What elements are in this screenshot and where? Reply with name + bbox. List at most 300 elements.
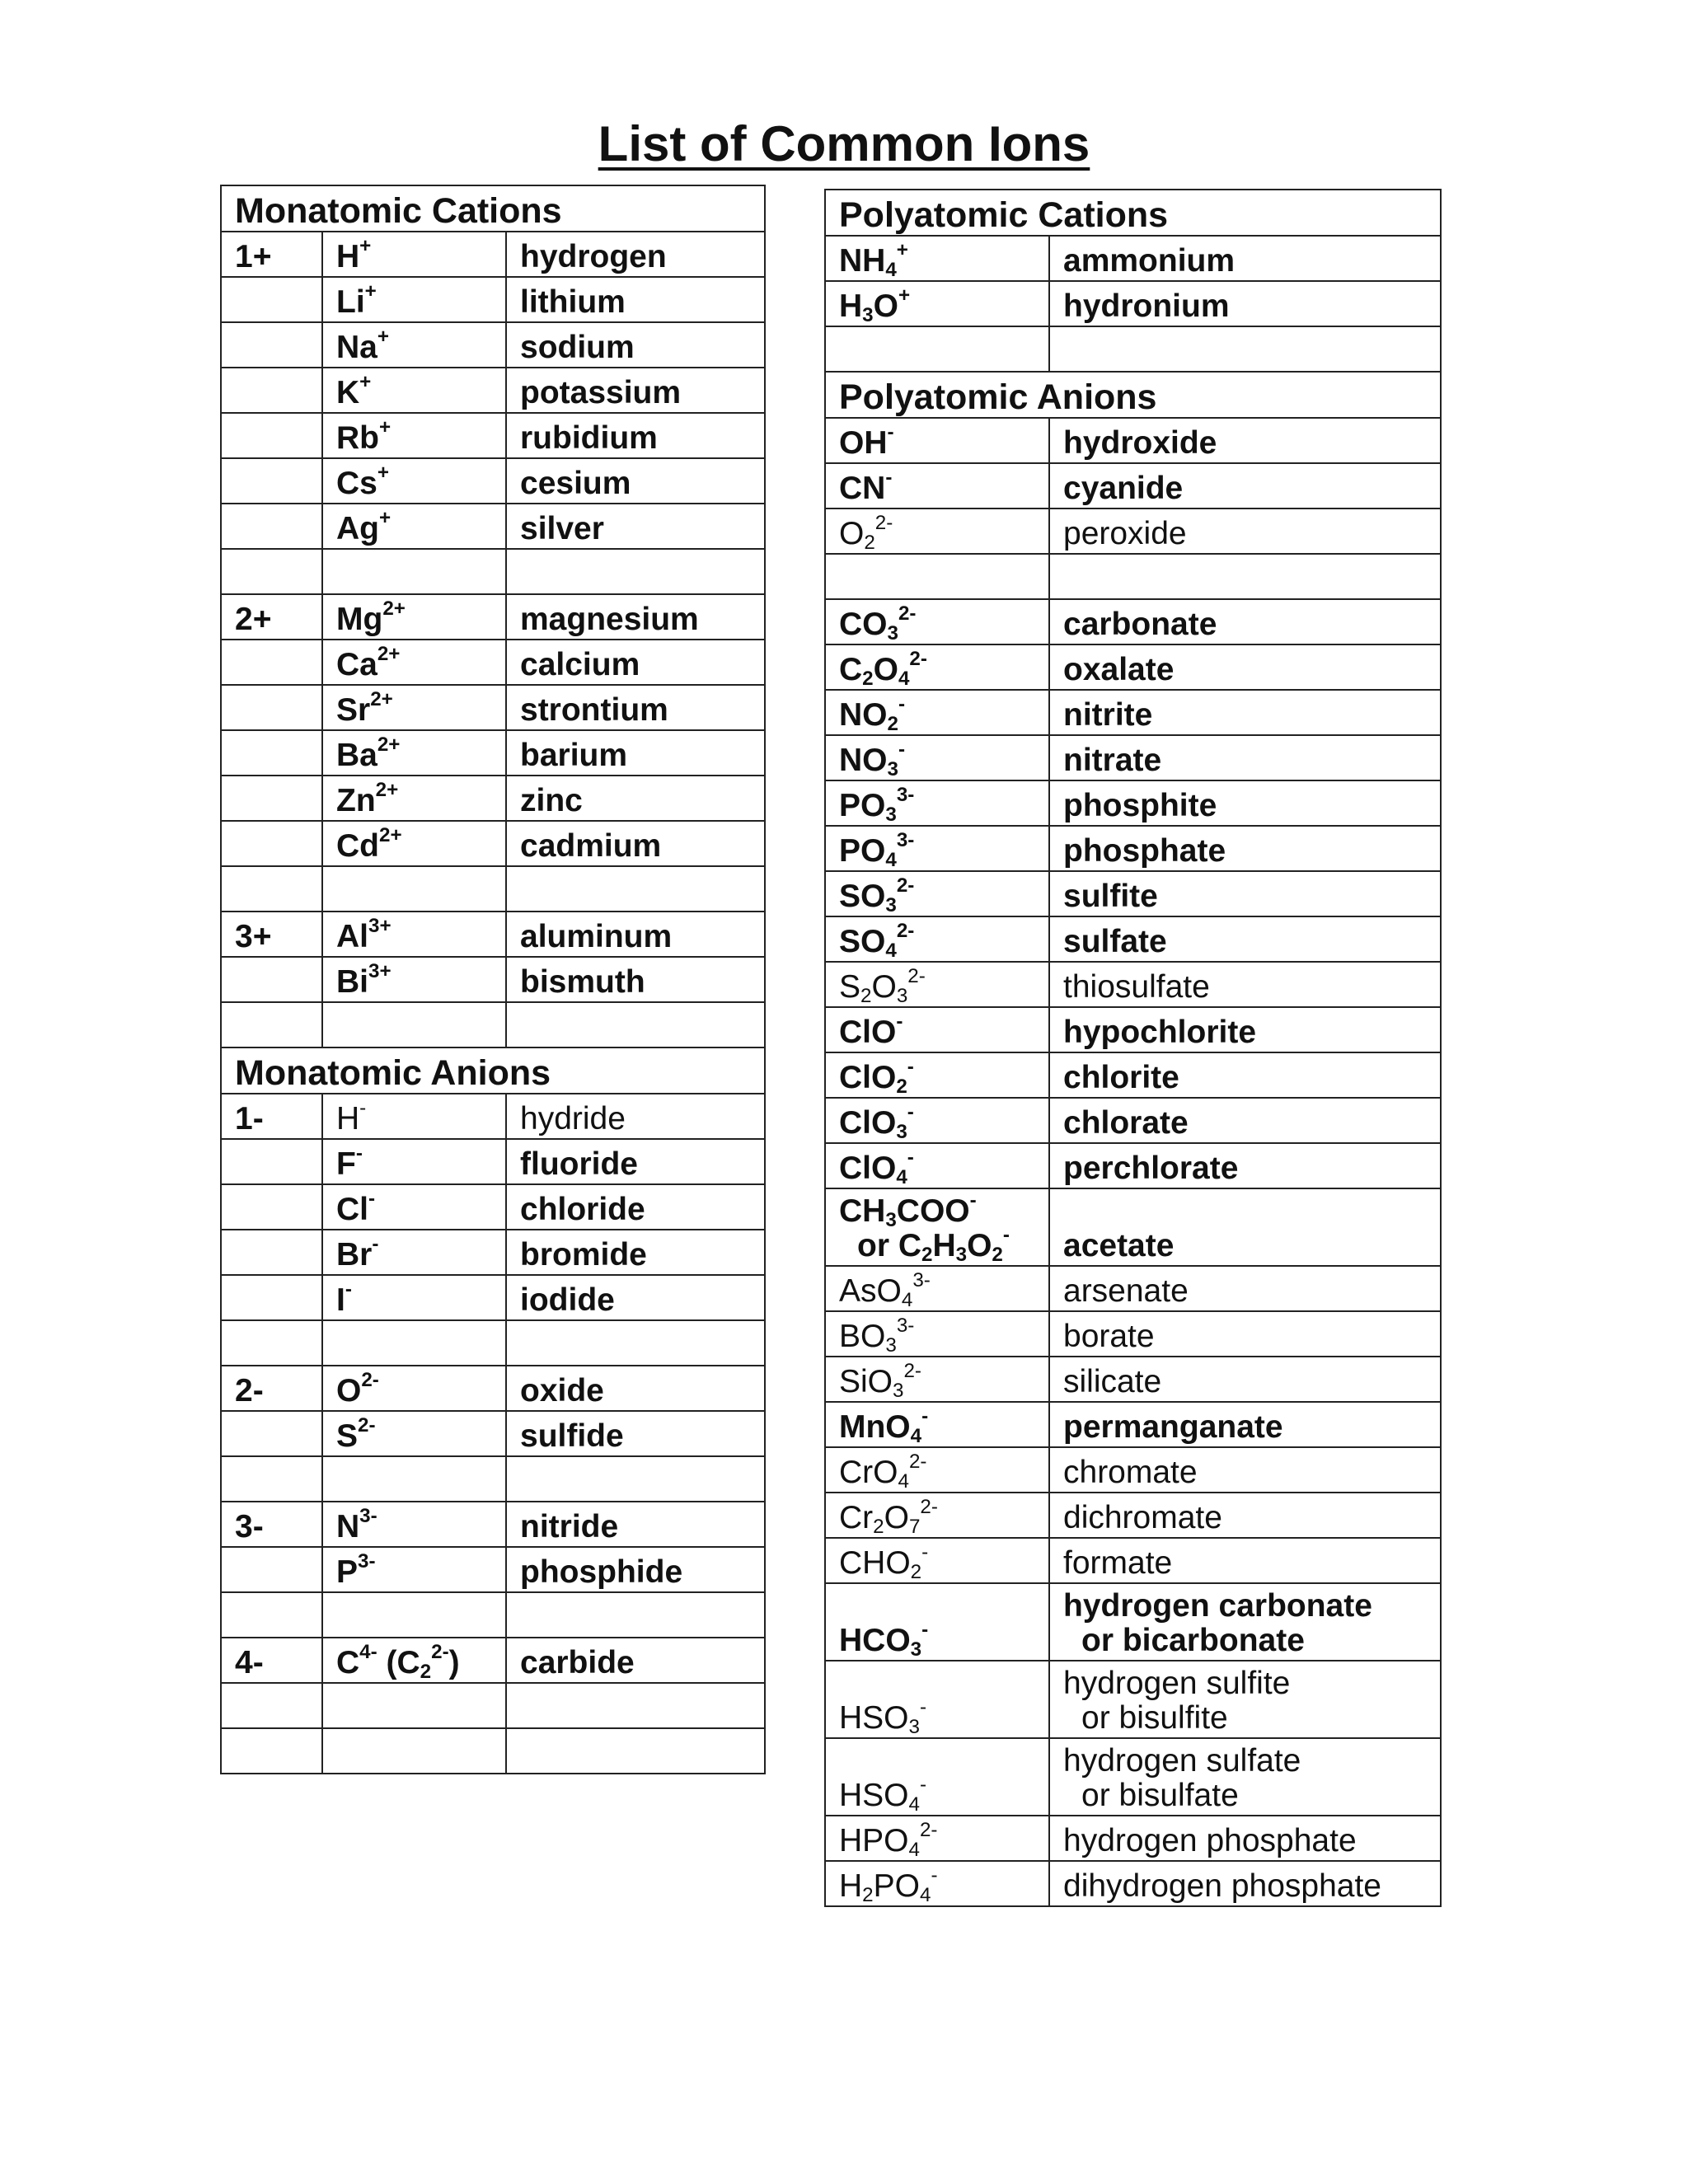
ion-symbol: H+ [322, 232, 506, 277]
ion-name: permanganate [1049, 1402, 1441, 1447]
charge-superscript: 2+ [375, 778, 399, 801]
ion-formula: SiO$_3^{2-}$ [825, 1357, 1049, 1402]
ion-row [221, 1230, 765, 1275]
charge-superscript: - [885, 466, 893, 489]
ion-name [1049, 1661, 1441, 1738]
subscript: 4 [896, 1166, 907, 1188]
charge-superscript: - [931, 1863, 938, 1886]
ion-name: nitrite [1049, 690, 1441, 735]
charge-cell [221, 1547, 322, 1592]
blank-cell [322, 1320, 506, 1366]
charge-superscript: - [921, 1618, 929, 1641]
ion-row [825, 690, 1441, 735]
blank-cell [506, 549, 765, 594]
subscript: 3 [896, 1121, 907, 1143]
ion-formula: $O_2^{2-}$ [825, 509, 1049, 554]
ion-name: aluminum [506, 912, 765, 957]
ion-formula: $HPO_4^{2-}$ [825, 1816, 1049, 1861]
charge-cell: 2+ [221, 594, 322, 640]
ion-row [825, 1143, 1441, 1188]
name-line-alt: or bisulfite [1081, 1700, 1228, 1736]
charge-cell [221, 458, 322, 504]
blank-cell [322, 1728, 506, 1774]
monatomic-ions-table [220, 185, 766, 1774]
charge-superscript: 4- [359, 1640, 377, 1663]
ion-symbol: Cs+ [322, 458, 506, 504]
blank-cell [221, 549, 322, 594]
ion-row [825, 236, 1441, 281]
ion-symbol: $C^{4-}$ $(C_2^{2-})$ [322, 1638, 506, 1683]
page-title: List of Common Ions [598, 116, 1090, 171]
ion-name: sodium [506, 322, 765, 368]
subscript: 2 [992, 1244, 1003, 1266]
ion-name: iodide [506, 1275, 765, 1320]
section-row [825, 190, 1441, 236]
ion-formula: MnO$_4$- [825, 1402, 1049, 1447]
section-heading: Polyatomic Anions [825, 372, 1441, 418]
ion-name: cadmium [506, 821, 765, 866]
ion-formula: $H_2PO_4^-$ [825, 1861, 1049, 1906]
ion-formula: ClO$_3$- [825, 1098, 1049, 1143]
name-line: hydrogen carbonate [1063, 1588, 1372, 1624]
charge-superscript: 2- [431, 1640, 449, 1663]
charge-cell [221, 685, 322, 730]
ion-formula: $PO_3^{3-}$ [825, 780, 1049, 826]
ion-name: peroxide [1049, 509, 1441, 554]
blank-cell [322, 1002, 506, 1047]
formula-line-alt: or $C_2H_3O_2^-$ [857, 1223, 1010, 1266]
subscript: 2 [921, 1244, 933, 1266]
ion-row [825, 1538, 1441, 1583]
ion-name: hydrogen phosphate [1049, 1816, 1441, 1861]
charge-cell: 3+ [221, 912, 322, 957]
ion-name: lithium [506, 277, 765, 322]
ion-formula: $HSO_3^-$ [825, 1661, 1049, 1738]
charge-superscript: 2+ [379, 823, 402, 846]
ion-row [221, 821, 765, 866]
charge-superscript: - [919, 1773, 927, 1796]
blank-cell [825, 554, 1049, 599]
ion-row [221, 640, 765, 685]
subscript: 4 [885, 259, 897, 281]
ion-symbol: $Cd^{2+}$ [322, 821, 506, 866]
ion-name: bismuth [506, 957, 765, 1002]
ion-symbol: $Bi^{3+}$ [322, 957, 506, 1002]
charge-superscript: - [907, 1100, 914, 1123]
ion-row [221, 1275, 765, 1320]
ion-row [221, 685, 765, 730]
ion-row [825, 509, 1441, 554]
charge-superscript: + [379, 415, 392, 438]
charge-superscript: - [907, 1146, 914, 1169]
subscript: 2 [910, 1561, 922, 1583]
subscript: 3 [908, 1716, 920, 1738]
charge-superscript: - [921, 1540, 929, 1563]
ion-row [221, 1184, 765, 1230]
ion-row [825, 1583, 1441, 1661]
charge-superscript: - [898, 692, 906, 715]
charge-superscript: - [1002, 1223, 1010, 1246]
ion-formula: CN- [825, 463, 1049, 509]
ion-row [221, 504, 765, 549]
blank-cell [221, 1683, 322, 1728]
charge-cell [221, 1275, 322, 1320]
subscript: 3 [885, 894, 897, 916]
blank-cell [221, 1002, 322, 1047]
blank-cell [506, 1320, 765, 1366]
ion-formula: $NH_4^+$ [825, 236, 1049, 281]
ion-row [221, 1547, 765, 1592]
blank-row [221, 1320, 765, 1366]
charge-superscript: 2+ [382, 597, 406, 620]
charge-superscript: + [359, 234, 372, 257]
ion-row [825, 826, 1441, 871]
charge-cell [221, 1139, 322, 1184]
ion-symbol: $P^{3-}$ [322, 1547, 506, 1592]
charge-cell [221, 730, 322, 776]
blank-cell [221, 1728, 322, 1774]
ion-name: hypochlorite [1049, 1007, 1441, 1052]
ion-symbol: $Zn^{2+}$ [322, 776, 506, 821]
blank-cell [221, 866, 322, 912]
ion-row [221, 1502, 765, 1547]
charge-cell [221, 368, 322, 413]
charge-superscript: - [907, 1055, 914, 1078]
ion-formula: $SO_3^{2-}$ [825, 871, 1049, 916]
ion-row [221, 1411, 765, 1456]
charge-superscript: - [359, 1096, 367, 1119]
charge-cell [221, 821, 322, 866]
ion-name: perchlorate [1049, 1143, 1441, 1188]
ion-symbol: H- [322, 1094, 506, 1139]
formula-line: $CH_3COO^-$ [839, 1188, 977, 1232]
ion-formula: CrO$_4^{2-}$ [825, 1447, 1049, 1493]
ion-row [825, 281, 1441, 326]
ion-row [825, 463, 1441, 509]
ion-formula: $SO_4^{2-}$ [825, 916, 1049, 962]
ion-formula: OH- [825, 418, 1049, 463]
ion-name: hydroxide [1049, 418, 1441, 463]
ion-row [825, 1311, 1441, 1357]
ion-row [221, 1139, 765, 1184]
charge-superscript: - [896, 1010, 903, 1033]
ion-formula: $H_3O^+$ [825, 281, 1049, 326]
blank-row [221, 549, 765, 594]
ion-name: hydronium [1049, 281, 1441, 326]
ion-symbol: Ag+ [322, 504, 506, 549]
subscript: 3 [887, 758, 898, 780]
charge-superscript: + [896, 238, 908, 261]
ion-name: rubidium [506, 413, 765, 458]
subscript: 2 [873, 1516, 884, 1538]
ion-symbol: Br- [322, 1230, 506, 1275]
charge-superscript: 3- [912, 1268, 931, 1291]
ion-row [825, 418, 1441, 463]
blank-cell [1049, 554, 1441, 599]
name-line: hydrogen sulfite [1063, 1666, 1291, 1701]
subscript: 3 [885, 804, 897, 826]
ion-name: potassium [506, 368, 765, 413]
charge-superscript: 2- [361, 1368, 379, 1391]
ion-row [221, 368, 765, 413]
ion-row [221, 1366, 765, 1411]
ion-name: acetate [1049, 1188, 1441, 1266]
ion-name: calcium [506, 640, 765, 685]
ion-formula: $HCO_3^-$ [825, 1583, 1049, 1661]
subscript: 2 [862, 1884, 874, 1906]
ion-row [825, 1661, 1441, 1738]
ion-row [825, 1188, 1441, 1266]
ion-name: carbonate [1049, 599, 1441, 644]
charge-cell [221, 413, 322, 458]
subscript: 2 [896, 1076, 907, 1098]
ion-row [221, 458, 765, 504]
ion-name: nitride [506, 1502, 765, 1547]
subscript: 2 [860, 985, 872, 1007]
blank-cell [506, 1456, 765, 1502]
ion-name: oxalate [1049, 644, 1441, 690]
ion-formula: $S_2O_3^{2-}$ [825, 962, 1049, 1007]
section-row [221, 1047, 765, 1094]
charge-cell: 2- [221, 1366, 322, 1411]
ion-name: silicate [1049, 1357, 1441, 1402]
charge-superscript: 3+ [368, 959, 392, 982]
ion-row [221, 776, 765, 821]
ion-name [1049, 1738, 1441, 1816]
ion-name: chloride [506, 1184, 765, 1230]
ion-name [1049, 1583, 1441, 1661]
ion-name: barium [506, 730, 765, 776]
ion-formula: $C_2O_4^{2-}$ [825, 644, 1049, 690]
charge-superscript: 3+ [368, 914, 392, 937]
ion-row [825, 1816, 1441, 1861]
blank-cell [221, 1592, 322, 1638]
ion-name: dichromate [1049, 1493, 1441, 1538]
blank-cell [506, 1002, 765, 1047]
charge-superscript: 2- [908, 1450, 927, 1473]
charge-superscript: 3- [896, 783, 915, 806]
ion-row [825, 1493, 1441, 1538]
subscript: 3 [896, 985, 908, 1007]
charge-superscript: 2- [896, 919, 915, 942]
section-heading: Monatomic Anions [221, 1047, 765, 1094]
ion-row [825, 1052, 1441, 1098]
ion-name: arsenate [1049, 1266, 1441, 1311]
blank-row [825, 326, 1441, 372]
ion-row [825, 1266, 1441, 1311]
ion-formula: $CHO_2^-$ [825, 1538, 1049, 1583]
blank-cell [1049, 326, 1441, 372]
subscript: 3 [885, 1334, 897, 1357]
ion-row [221, 413, 765, 458]
charge-cell [221, 640, 322, 685]
charge-cell [221, 277, 322, 322]
ion-row [825, 871, 1441, 916]
ion-row [825, 1098, 1441, 1143]
ion-symbol: K+ [322, 368, 506, 413]
charge-superscript: 3- [896, 1314, 915, 1337]
subscript: 3 [862, 304, 874, 326]
charge-superscript: + [898, 284, 911, 307]
subscript: 4 [885, 940, 897, 962]
ion-symbol: $Sr^{2+}$ [322, 685, 506, 730]
blank-cell [322, 1592, 506, 1638]
name-line-alt: or bicarbonate [1081, 1623, 1305, 1658]
ion-row [825, 1447, 1441, 1493]
subscript: 7 [908, 1516, 921, 1538]
charge-superscript: + [364, 279, 377, 302]
ion-row [825, 1007, 1441, 1052]
charge-superscript: - [368, 1187, 376, 1210]
ion-row [825, 1738, 1441, 1816]
blank-cell [322, 866, 506, 912]
ion-formula: $CO_3^{2-}$ [825, 599, 1049, 644]
ion-name: strontium [506, 685, 765, 730]
charge-superscript: - [355, 1141, 363, 1165]
ion-symbol: I- [322, 1275, 506, 1320]
ion-row [221, 1638, 765, 1683]
ion-formula: ClO$_4$- [825, 1143, 1049, 1188]
ion-name: nitrate [1049, 735, 1441, 780]
charge-superscript: 2- [903, 1359, 921, 1382]
charge-superscript: 2- [898, 602, 917, 625]
charge-cell: 3- [221, 1502, 322, 1547]
ion-formula: $BO_3^{3-}$ [825, 1311, 1049, 1357]
subscript: 4 [908, 1793, 920, 1816]
ion-name: sulfite [1049, 871, 1441, 916]
ion-row [825, 1402, 1441, 1447]
ion-name: bromide [506, 1230, 765, 1275]
charge-cell [221, 504, 322, 549]
charge-superscript: - [921, 1404, 929, 1427]
ion-name: oxide [506, 1366, 765, 1411]
blank-cell [221, 1320, 322, 1366]
charge-cell [221, 957, 322, 1002]
ion-name: zinc [506, 776, 765, 821]
blank-cell [506, 1592, 765, 1638]
blank-cell [825, 326, 1049, 372]
ion-row [221, 232, 765, 277]
ion-name: chromate [1049, 1447, 1441, 1493]
charge-superscript: - [898, 738, 906, 761]
blank-cell [506, 866, 765, 912]
blank-row [221, 1683, 765, 1728]
subscript: 4 [908, 1839, 920, 1861]
charge-superscript: 2- [919, 1818, 938, 1841]
ion-name: borate [1049, 1311, 1441, 1357]
ion-name: ammonium [1049, 236, 1441, 281]
ion-symbol: Na+ [322, 322, 506, 368]
ion-row [221, 1094, 765, 1139]
subscript: 3 [955, 1244, 968, 1266]
ion-row [221, 322, 765, 368]
charge-superscript: 2- [874, 511, 893, 534]
name-line-alt: or bisulfate [1081, 1778, 1239, 1813]
ion-name: chlorite [1049, 1052, 1441, 1098]
ion-row [221, 277, 765, 322]
charge-superscript: - [372, 1232, 379, 1255]
ion-row [825, 599, 1441, 644]
ion-formula: $Cr_2O_7^{2-}$ [825, 1493, 1049, 1538]
ion-name: silver [506, 504, 765, 549]
subscript: 4 [910, 1425, 922, 1447]
charge-cell [221, 1411, 322, 1456]
ion-formula: $HSO_4^-$ [825, 1738, 1049, 1816]
ion-symbol: $Ba^{2+}$ [322, 730, 506, 776]
ion-formula [825, 1188, 1049, 1266]
charge-cell: 1- [221, 1094, 322, 1139]
blank-row [221, 866, 765, 912]
subscript: 4 [898, 668, 910, 690]
subscript: 4 [898, 1470, 909, 1493]
subscript: 3 [910, 1638, 922, 1661]
ion-name: chlorate [1049, 1098, 1441, 1143]
section-row [221, 185, 765, 232]
ion-row [221, 912, 765, 957]
charge-superscript: 2- [909, 647, 927, 670]
subscript: 3 [893, 1380, 904, 1402]
charge-superscript: - [345, 1277, 352, 1301]
charge-superscript: + [359, 370, 372, 393]
ion-name: hydride [506, 1094, 765, 1139]
charge-superscript: 2- [920, 1495, 938, 1518]
ion-symbol: F- [322, 1139, 506, 1184]
ion-symbol: $Al^{3+}$ [322, 912, 506, 957]
subscript: 2 [420, 1661, 432, 1683]
subscript: 2 [862, 668, 874, 690]
ion-row [825, 1861, 1441, 1906]
name-line: hydrogen sulfate [1063, 1743, 1301, 1779]
blank-row [221, 1456, 765, 1502]
ion-row [825, 1357, 1441, 1402]
blank-row [221, 1728, 765, 1774]
ion-name: cesium [506, 458, 765, 504]
charge-superscript: 2- [358, 1413, 376, 1436]
ion-name: phosphite [1049, 780, 1441, 826]
charge-superscript: 3- [896, 828, 915, 851]
blank-row [221, 1002, 765, 1047]
ion-formula: ClO- [825, 1007, 1049, 1052]
subscript: 3 [885, 1209, 897, 1232]
ion-symbol: $S^{2-}$ [322, 1411, 506, 1456]
polyatomic-ions-table [824, 189, 1442, 1907]
ion-formula: AsO$_4^{3-}$ [825, 1266, 1049, 1311]
ion-formula: $NO_2^-$ [825, 690, 1049, 735]
subscript: 2 [887, 713, 898, 735]
ion-name: thiosulfate [1049, 962, 1441, 1007]
charge-cell: 4- [221, 1638, 322, 1683]
charge-superscript: - [887, 420, 894, 443]
ion-symbol: $N^{3-}$ [322, 1502, 506, 1547]
blank-cell [221, 1456, 322, 1502]
subscript: 3 [887, 622, 898, 644]
ion-name: phosphide [506, 1547, 765, 1592]
ion-formula: $NO_3^-$ [825, 735, 1049, 780]
ion-name: sulfate [1049, 916, 1441, 962]
blank-cell [322, 549, 506, 594]
ion-name: fluoride [506, 1139, 765, 1184]
charge-superscript: 3- [359, 1504, 377, 1527]
ion-name: carbide [506, 1638, 765, 1683]
charge-superscript: 2+ [377, 642, 401, 665]
blank-row [825, 554, 1441, 599]
ion-formula: ClO$_2$- [825, 1052, 1049, 1098]
blank-row [221, 1592, 765, 1638]
charge-superscript: 2- [896, 874, 915, 897]
ion-symbol: $O^{2-}$ [322, 1366, 506, 1411]
ion-symbol: $Ca^{2+}$ [322, 640, 506, 685]
charge-cell [221, 322, 322, 368]
